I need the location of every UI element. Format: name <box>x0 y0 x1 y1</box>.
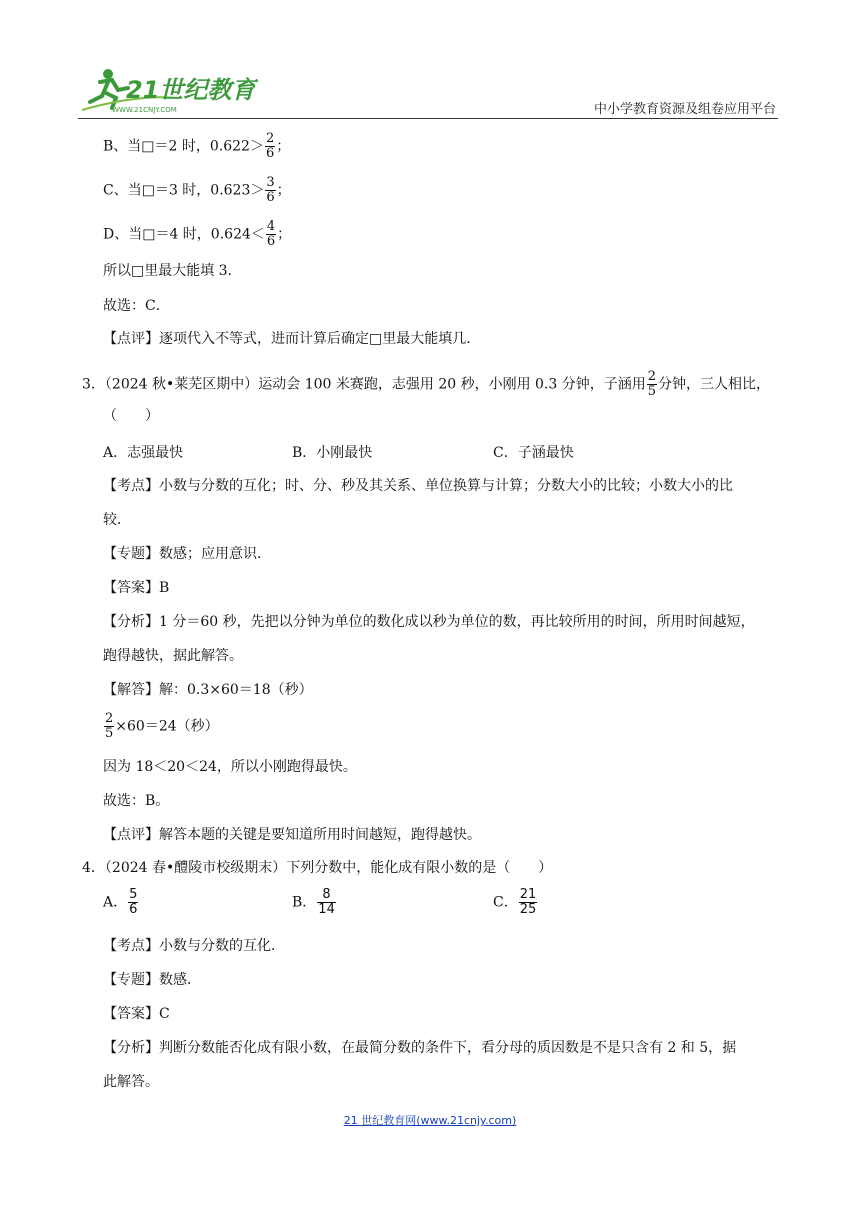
logo-21cnjy <box>78 64 258 116</box>
logo-text: 21世纪教育 <box>126 76 256 104</box>
fenxi-cont: 此解答。 <box>103 1074 159 1090</box>
answer: 【答案】C <box>103 1006 170 1022</box>
page-footer <box>0 1112 860 1128</box>
option-b: B．小刚最快 <box>292 445 373 461</box>
kaodian: 【考点】小数与分数的互化． <box>103 938 285 954</box>
option-c: C． $\frac{21}{25}$ <box>493 887 537 917</box>
fraction: $\frac{2}{5}$ <box>647 369 657 399</box>
answer: 【答案】B <box>103 580 170 596</box>
option-b-analysis: B、当□＝2 时，0.622＞ $\frac{2}{6}$ ； <box>103 131 291 161</box>
choice: 故选：B。 <box>103 793 170 809</box>
logo-url: WWW.21CNJY.COM <box>112 106 177 114</box>
fenxi: 【分析】1 分＝60 秒，先把以分钟为单位的数化成以秒为单位的数，再比较所用的时间，所用时间越短， <box>103 614 755 630</box>
jieda-2: $\frac{2}{5}$ ×60＝24（秒） <box>105 711 219 741</box>
kaodian-cont: 较． <box>103 512 131 528</box>
choice: 故选：C． <box>103 298 170 314</box>
comment: 【点评】逐项代入不等式，进而计算后确定□里最大能填几． <box>103 331 481 347</box>
page-header <box>78 64 778 120</box>
fraction: $\frac{2}{5}$ <box>105 711 114 741</box>
jieda: 【解答】解：0.3×60＝18（秒） <box>103 682 313 698</box>
footer-link[interactable]: 21 世纪教育网(www.21cnjy.com) <box>343 1114 517 1127</box>
text: B、当□＝2 时，0.622＞ <box>103 138 264 155</box>
option-a: A．志强最快 <box>103 445 184 461</box>
option-a: A． $\frac{5}{6}$ <box>103 887 138 917</box>
fraction: $\frac{4}{6}$ <box>266 219 276 249</box>
option-d-analysis: D、当□＝4 时，0.624＜ $\frac{4}{6}$ ； <box>103 219 292 249</box>
conclusion: 所以□里最大能填 3． <box>103 263 242 279</box>
answer-paren: （ ） <box>103 408 159 424</box>
platform-title: 中小学教育资源及组卷应用平台 <box>593 102 776 117</box>
zhuanti: 【专题】数感；应用意识． <box>103 546 271 562</box>
zhuanti: 【专题】数感． <box>103 972 201 988</box>
fraction: $\frac{21}{25}$ <box>519 887 537 917</box>
question-3-stem: 3．（2024 秋•莱芜区期中）运动会 100 米赛跑，志强用 20 秒，小刚用 0.3 分钟，子涵用 $\frac{2}{5}$ 分钟，三人相比， <box>82 369 771 399</box>
header-divider <box>78 118 778 119</box>
fraction: $\frac{8}{14}$ <box>318 887 335 917</box>
comment: 【点评】解答本题的关键是要知道所用时间越短，跑得越快。 <box>103 827 481 843</box>
text: D、当□＝4 时，0.624＜ <box>103 226 265 243</box>
text: C、当□＝3 时，0.623＞ <box>103 182 265 199</box>
jieda-3: 因为 18＜20＜24，所以小刚跑得最快。 <box>103 759 357 775</box>
option-c-analysis: C、当□＝3 时，0.623＞ $\frac{3}{6}$ ； <box>103 175 291 205</box>
fraction: $\frac{3}{6}$ <box>266 175 275 205</box>
question-4-stem: 4．（2024 春•醴陵市校级期末）下列分数中，能化成有限小数的是（ ） <box>82 860 553 876</box>
fenxi: 【分析】判断分数能否化成有限小数，在最简分数的条件下，看分母的质因数是不是只含有 2 和 5，据 <box>103 1040 737 1056</box>
option-c: C．子涵最快 <box>493 445 574 461</box>
option-b: B． $\frac{8}{14}$ <box>292 887 335 917</box>
fraction: $\frac{5}{6}$ <box>129 887 138 917</box>
kaodian: 【考点】小数与分数的互化；时、分、秒及其关系、单位换算与计算；分数大小的比较；小数大小的比 <box>103 478 733 494</box>
fenxi-cont: 跑得越快，据此解答。 <box>103 648 243 664</box>
fraction: $\frac{2}{6}$ <box>265 131 275 161</box>
